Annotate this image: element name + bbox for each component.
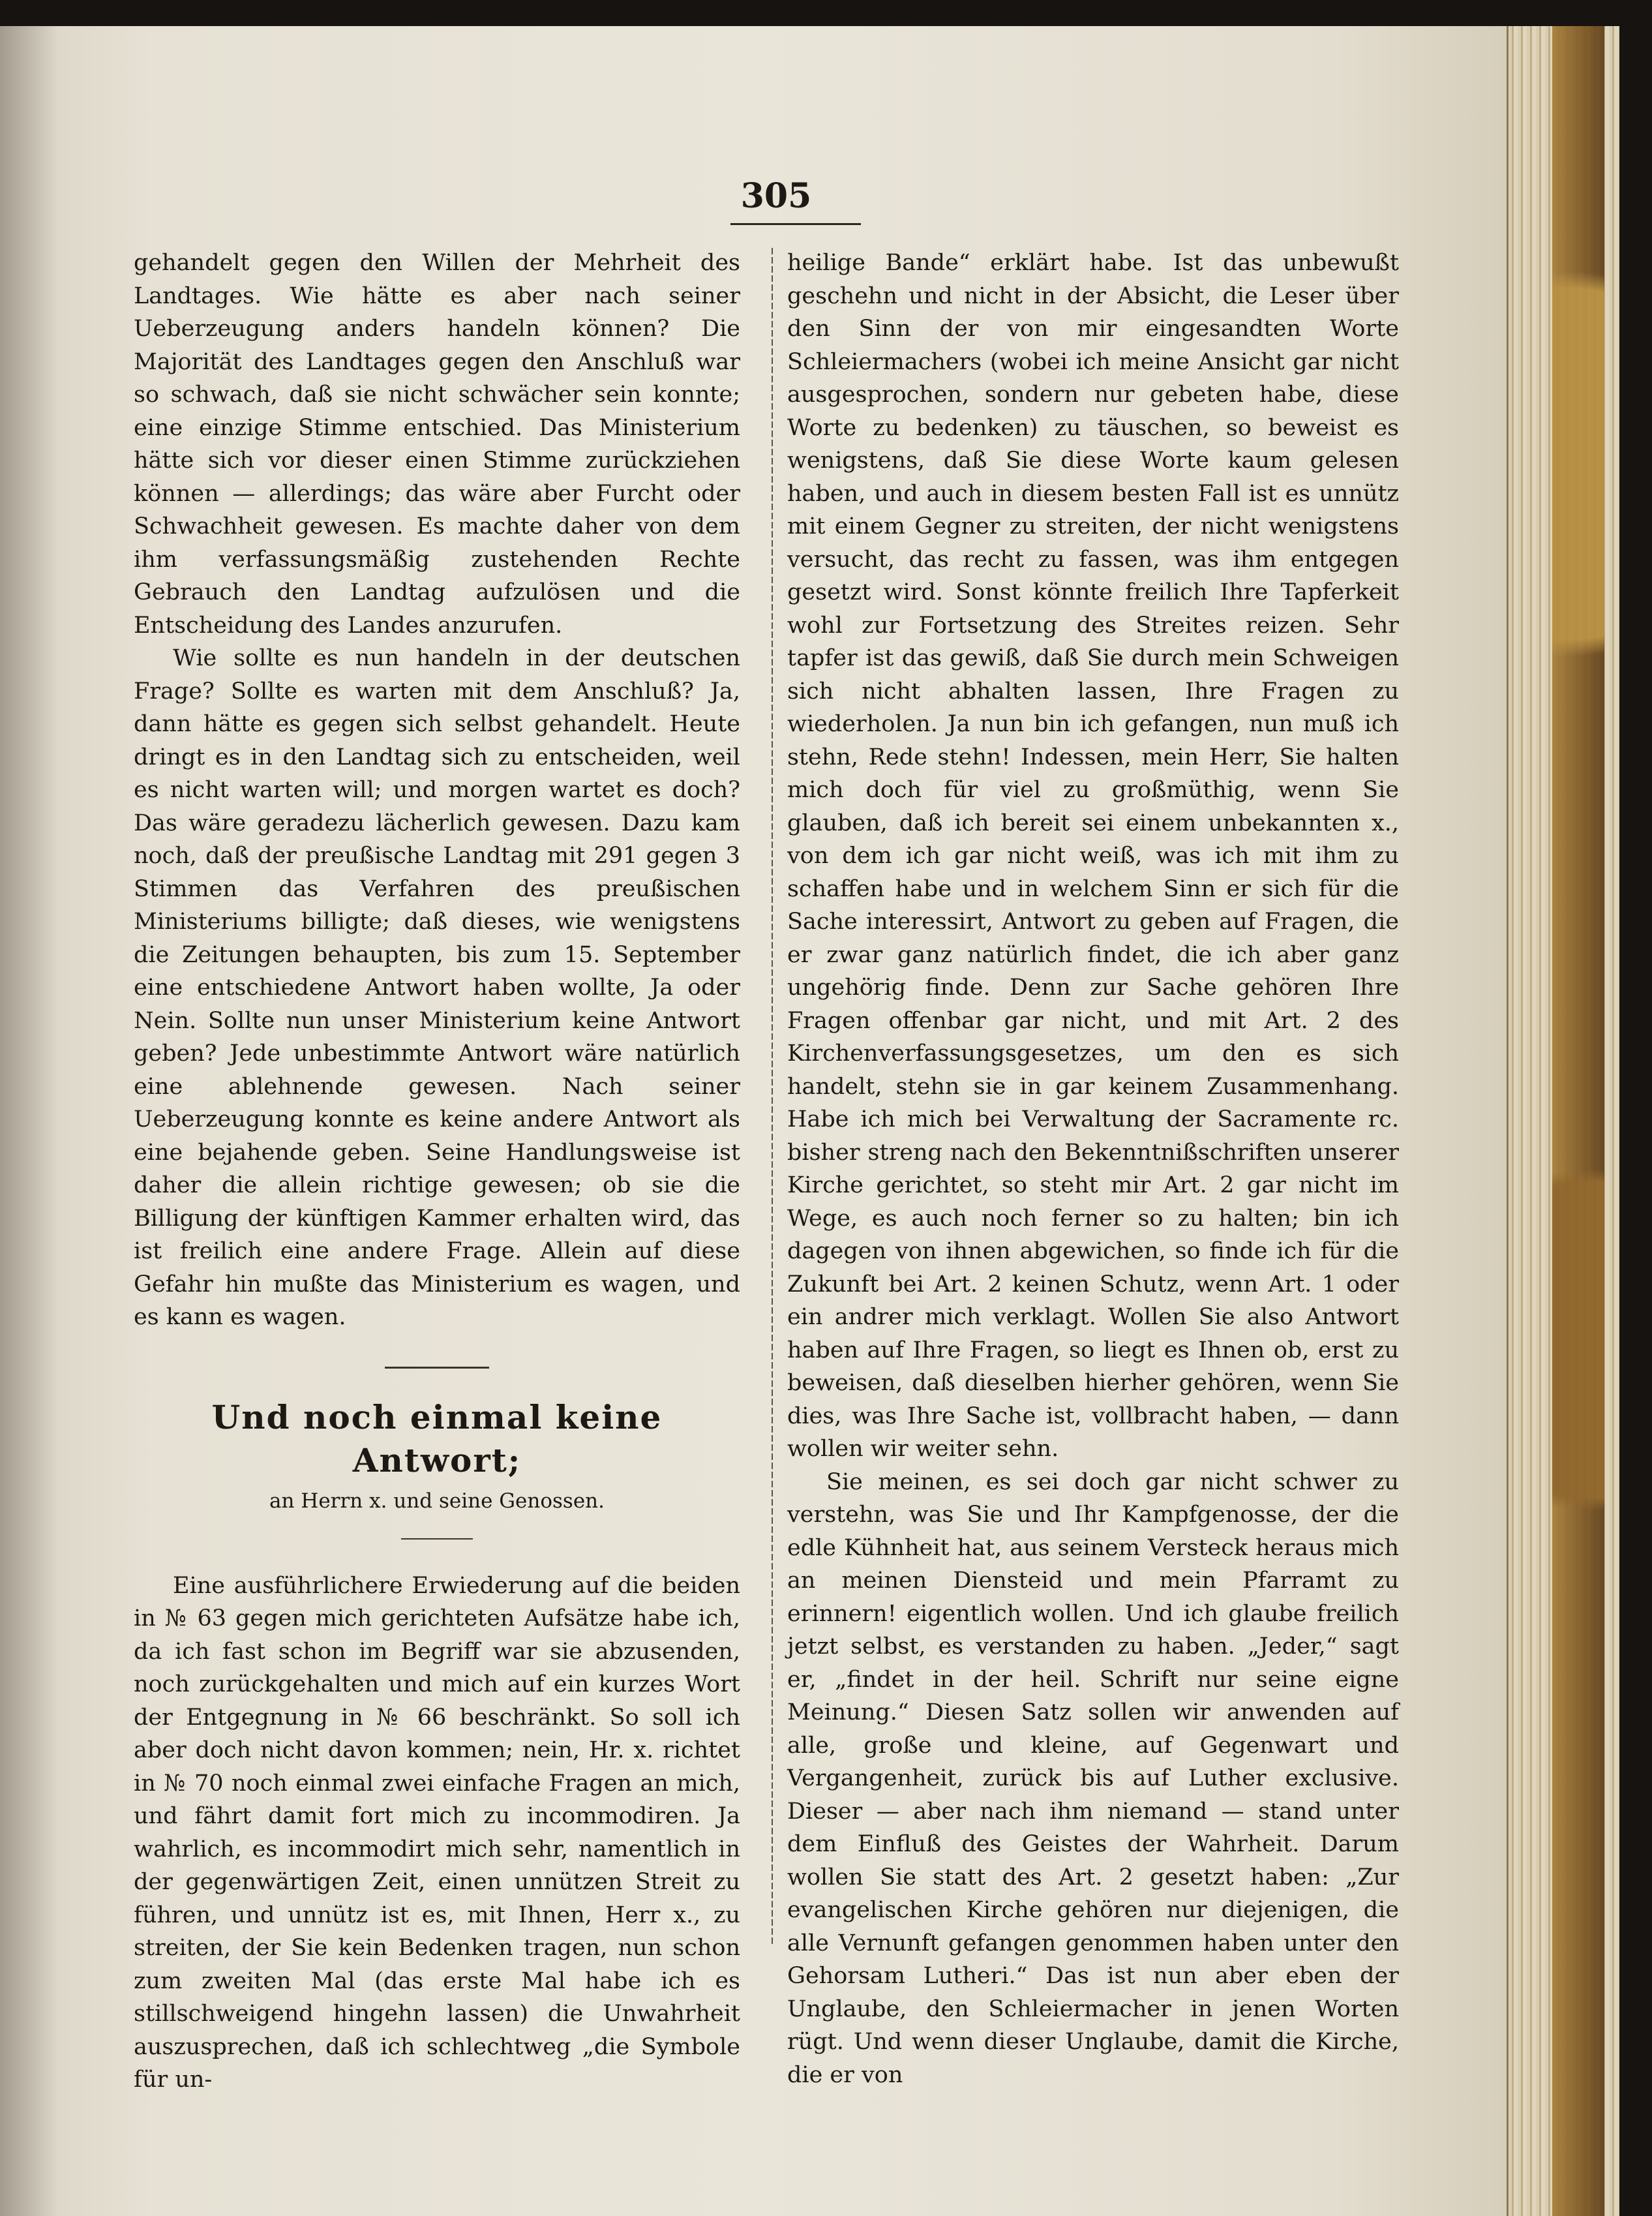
column-divider: [772, 248, 773, 1944]
left-column: [134, 247, 740, 2097]
gutter-shadow: [0, 26, 59, 2216]
right-paragraph-2: Sie meinen, es sei doch gar nicht schwer zu verstehn, was Sie und Ihr Kampfgenosse, der die edle Kühnheit hat, aus seinem Versteck heraus mich an meinen Diensteid und mein Pfarramt zu erinnern! eigentlich wollen. Und ich glaube freilich jetzt selbst, es verstanden zu haben. „Jeder,“ sagt er, „findet in der heil. Schrift nur seine eigne Meinung.“ Diesen Satz sollen wir anwenden auf alle, große und kleine, auf Gegenwart und Vergangenheit, zurück bis auf Luther exclusive. Dieser — aber nach ihm niemand — stand unter dem Einfluß des Geistes der Wahrheit. Darum wollen Sie statt des Art. 2 gesetzt haben: „Zur evangelischen Kirche gehören nur diejenigen, die alle Vernunft gefangen genommen haben unter den Gehorsam Lutheri.“ Das ist nun aber eben der Unglaube, den Schleiermacher in jenen Worten rügt. Und wenn dieser Unglaube, damit die Kirche, die er von: [787, 1468, 1399, 2088]
right-paragraph-1: heilige Bande“ erklärt habe. Ist das unbewußt geschehn und nicht in der Absicht, die Leser über den Sinn der von mir eingesandten Worte Schleiermachers (wobei ich meine Ansicht gar nicht ausgesprochen, sondern nur gebeten habe, diese Worte zu bedenken) zu täuschen, so beweist es wenigstens, daß Sie diese Worte kaum gelesen haben, und auch in diesem besten Fall ist es unnütz mit einem Gegner zu streiten, der nicht wenigstens versucht, das recht zu fassen, was ihm entgegen gesetzt wird. Sonst könnte freilich Ihre Tapferkeit wohl zur Fortsetzung des Streites reizen. Sehr tapfer ist das gewiß, daß Sie durch mein Schweigen sich nicht abhalten lassen, Ihre Fragen zu wiederholen. Ja nun bin ich gefangen, nun muß ich stehn, Rede stehn! Indessen, mein Herr, Sie halten mich doch für viel zu großmüthig, wenn Sie glauben, daß ich bereit sei einem unbekannten x., von dem ich gar nicht weiß, was ich mit ihm zu schaffen habe und in welchem Sinn er sich für die Sache interessirt, Antwort zu geben auf Fragen, die er zwar ganz natürlich findet, die ich aber ganz ungehörig finde. Denn zur Sache gehören Ihre Fragen offenbar gar nicht, und mit Art. 2 des Kirchenverfassungsgesetzes, um den es sich handelt, stehn sie in gar keinem Zusammenhang. Habe ich mich bei Verwaltung der Sacramente rc. bisher streng nach den Bekenntnißschriften unserer Kirche gerichtet, so steht mir Art. 2 gar nicht im Wege, es auch noch ferner so zu halten; bin ich dagegen von ihnen abgewichen, so finde ich für die Zukunft bei Art. 2 keinen Schutz, wenn Art. 1 oder ein andrer mich verklagt. Wollen Sie also Antwort haben auf Ihre Fragen, so liegt es Ihnen ob, erst zu beweisen, daß dieselben hierher gehören, wenn Sie dies, was Ihre Sache ist, vollbracht haben, — dann wollen wir weiter sehn.: [787, 250, 1399, 1462]
article-title: Und noch einmal keine Antwort;: [211, 1397, 663, 1480]
title-divider: [401, 1538, 473, 1540]
left-paragraph-1: gehandelt gegen den Willen der Mehrheit des Landtages. Wie hätte es aber nach seiner Ueberzeugung anders handeln können? Die Majorität des Landtages gegen den Anschluß war so schwach, daß sie nicht schwächer sein konnte; eine einzige Stimme entschied. Das Ministerium hätte sich vor dieser einen Stimme zurückziehen können — allerdings; das wäre aber Furcht oder Schwachheit gewesen. Es machte daher von dem ihm verfassungsmäßig zustehenden Rechte Gebrauch den Landtag aufzulösen und die Entscheidung des Landes anzurufen.: [134, 250, 740, 639]
article-paragraph-1: Eine ausführlichere Erwiederung auf die beiden in № 63 gegen mich gerichteten Aufsätze habe ich, da ich fast schon im Begriff war sie abzusenden, noch zurückgehalten und mich auf ein kurzes Wort der Entgegnung in № 66 beschränkt. So soll ich aber doch nicht davon kommen; nein, Hr. x. richtet in № 70 noch einmal zwei einfache Fragen an mich, und fährt damit fort mich zu incommodiren. Ja wahrlich, es incommodirt mich sehr, namentlich in der gegenwärtigen Zeit, einen unnützen Streit zu führen, und unnütz ist es, mit Ihnen, Herr x., zu streiten, der Sie kein Bedenken tragen, nun schon zum zweiten Mal (das erste Mal habe ich es stillschweigend hingehn lassen) die Unwahrheit auszusprechen, daß ich schlechtweg „die Symbole für un-: [134, 1572, 740, 2093]
page-number: 305: [740, 176, 812, 216]
marbled-cover: [1552, 26, 1604, 2216]
article-subtitle: an Herrn x. und seine Genossen.: [269, 1489, 605, 1513]
page-number-rule: [730, 223, 861, 225]
section-divider: [385, 1367, 489, 1369]
left-paragraph-2: Wie sollte es nun handeln in der deutschen Frage? Sollte es warten mit dem Anschluß? Ja, dann hätte es gegen sich selbst gehandelt. Heute dringt es in den Landtag sich zu entscheiden, weil es nicht warten will; und morgen wartet es doch? Das wäre geradezu lächerlich gewesen. Dazu kam noch, daß der preußische Landtag mit 291 gegen 3 Stimmen das Verfahren des preußischen Ministeriums billigte; daß dieses, wie wenigstens die Zeitungen behaupten, bis zum 15. September eine entschiedene Antwort haben wollte, Ja oder Nein. Sollte nun unser Ministerium keine Antwort geben? Jede unbestimmte Antwort wäre natürlich eine ablehnende gewesen. Nach seiner Ueberzeugung konnte es keine andere Antwort als eine bejahende geben. Seine Handlungsweise ist daher die allein richtige gewesen; ob sie die Billigung der künftigen Kammer erhalten wird, das ist freilich eine andere Frage. Allein auf diese Gefahr hin mußte das Ministerium es wagen, und es kann es wagen.: [134, 645, 740, 1330]
right-column: [787, 247, 1399, 2091]
